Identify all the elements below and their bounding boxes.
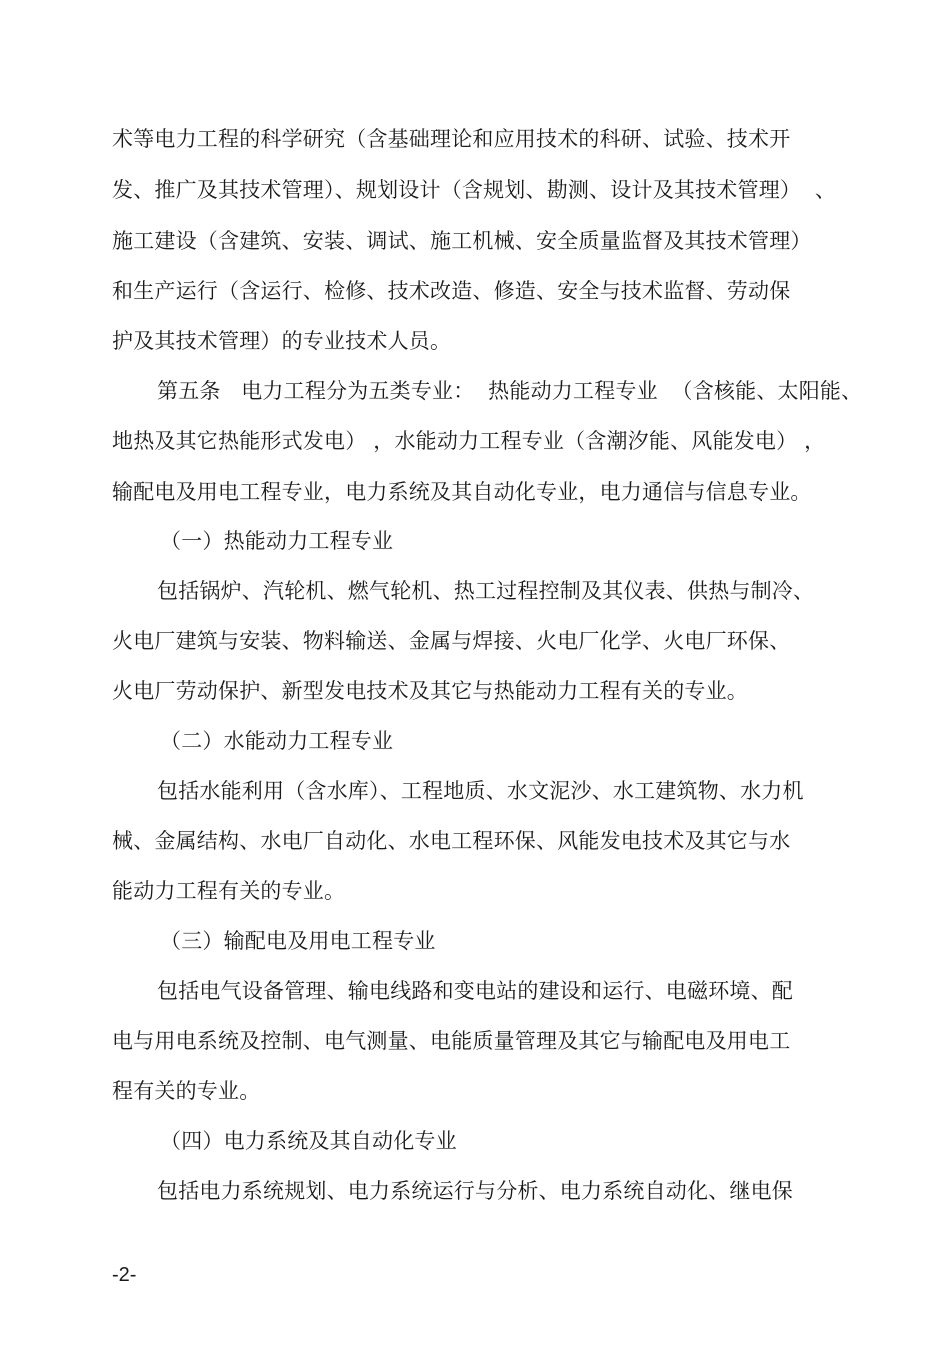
- body-text-line: 包括电力系统规划、电力系统运行与分析、电力系统自动化、继电保: [157, 1179, 793, 1203]
- section-heading: （四）电力系统及其自动化专业: [160, 1129, 457, 1153]
- body-text-line: 程有关的专业。: [112, 1079, 261, 1103]
- body-text-line: 和生产运行（含运行、检修、技术改造、修造、安全与技术监督、劳动保: [112, 279, 791, 303]
- body-text-line: 能动力工程有关的专业。: [112, 879, 346, 903]
- body-text-line: 火电厂劳动保护、新型发电技术及其它与热能动力工程有关的专业。: [112, 679, 748, 703]
- body-text-line: 输配电及用电工程专业，电力系统及其自动化专业，电力通信与信息专业。: [112, 480, 812, 504]
- section-heading: （二）水能动力工程专业: [160, 729, 394, 753]
- body-text-line: 包括锅炉、汽轮机、燃气轮机、热工过程控制及其仪表、供热与制冷、: [157, 579, 815, 603]
- section-heading: （一）热能动力工程专业: [160, 529, 394, 553]
- article-5-paragraph: 第五条 电力工程分为五类专业： 热能动力工程专业 （含核能、太阳能、: [157, 379, 863, 403]
- body-text-line: 包括水能利用（含水库）、工程地质、水文泥沙、水工建筑物、水力机: [157, 779, 804, 803]
- body-text-line: 术等电力工程的科学研究（含基础理论和应用技术的科研、试验、技术开: [112, 127, 791, 151]
- body-text-line: 施工建设（含建筑、安装、调试、施工机械、安全质量监督及其技术管理）: [112, 229, 812, 253]
- page-number: -2-: [112, 1264, 137, 1286]
- body-text-line: 护及其技术管理）的专业技术人员。: [112, 329, 452, 353]
- body-text-line: 发、推广及其技术管理）、规划设计（含规划、勘测、设计及其技术管理） 、: [112, 178, 837, 202]
- body-text-line: 火电厂建筑与安装、物料输送、金属与焊接、火电厂化学、火电厂环保、: [112, 629, 791, 653]
- body-text-line: 械、金属结构、水电厂自动化、水电工程环保、风能发电技术及其它与水: [112, 829, 791, 853]
- body-text-line: 电与用电系统及控制、电气测量、电能质量管理及其它与输配电及用电工: [112, 1029, 791, 1053]
- body-text-line: 地热及其它热能形式发电） ，水能动力工程专业（含潮汐能、风能发电） ，: [112, 429, 826, 453]
- body-text-line: 包括电气设备管理、输电线路和变电站的建设和运行、电磁环境、配: [157, 979, 793, 1003]
- section-heading: （三）输配电及用电工程专业: [160, 929, 436, 953]
